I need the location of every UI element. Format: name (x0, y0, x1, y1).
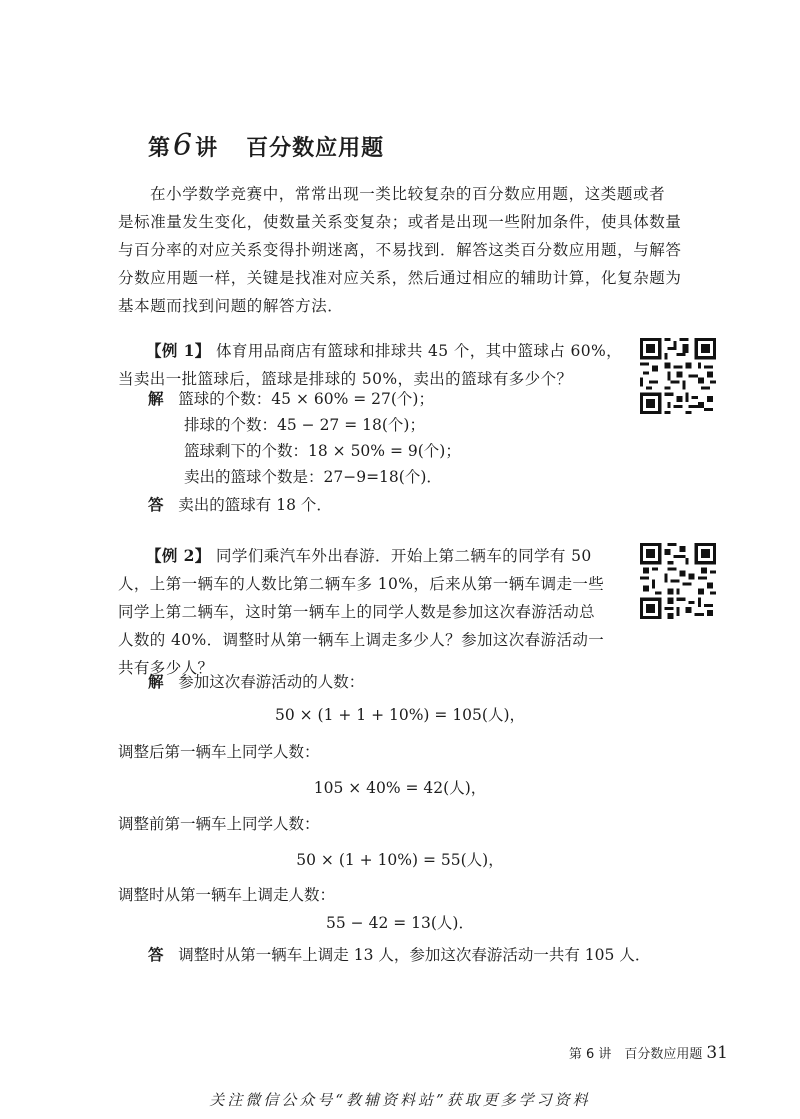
solution-label: 解 (148, 389, 164, 408)
example-1-problem (118, 337, 622, 393)
example-2-label: 【例 2】 (146, 546, 211, 565)
solution-line: 卖出的篮球个数是：27−9=18(个)． (184, 468, 442, 486)
solution-line: 篮球剩下的个数：18 × 50% = 9(个)； (184, 442, 461, 460)
answer-text: 调整时从第一辆车上调走 13 人，参加这次春游活动一共有 105 人． (178, 946, 651, 964)
example-2-problem (118, 542, 604, 682)
example-1-line: 当卖出一批篮球后，篮球是排球的 50%，卖出的篮球有多少个？ (118, 370, 573, 388)
example-2-line: 人，上第一辆车的人数比第二辆车多 10%，后来从第一辆车调走一些 (118, 575, 605, 593)
example-1-answer (148, 491, 332, 519)
intro-line: 基本题而找到问题的解答方法． (118, 297, 344, 315)
chapter-prefix: 第 (148, 135, 172, 161)
example-1-label: 【例 1】 (146, 341, 211, 360)
chapter-number: 6 (173, 128, 194, 163)
solution-label: 解 (148, 672, 164, 691)
solution-step-label: 调整后第一辆车上同学人数： (118, 743, 320, 761)
answer-label: 答 (148, 495, 164, 514)
example-2-answer (148, 943, 650, 965)
footer-chapter-ref: 第 6 讲 百分数应用题 (568, 1047, 703, 1062)
answer-text: 卖出的篮球有 18 个． (178, 496, 332, 514)
answer-label: 答 (148, 945, 164, 964)
page-number: 31 (706, 1043, 728, 1063)
example-1-solution (148, 386, 461, 490)
solution-line: 参加这次春游活动的人数： (178, 673, 365, 691)
page-footer (569, 1043, 728, 1063)
intro-line: 在小学数学竞赛中，常常出现一类比较复杂的百分数应用题，这类题或者 (150, 185, 666, 203)
equation: 50 × (1 + 10%) = 55(人)， (296, 851, 504, 869)
equation: 105 × 40% = 42(人)， (313, 779, 487, 797)
qr-code-icon[interactable] (640, 338, 716, 414)
qr-code-icon[interactable] (640, 543, 716, 619)
solution-step-label: 调整时从第一辆车上调走人数： (118, 886, 336, 904)
chapter-title (148, 128, 384, 163)
example-2-solution-intro (148, 668, 364, 696)
equation: 50 × (1 + 1 + 10%) = 105(人)， (274, 706, 526, 724)
chapter-suffix: 讲 (195, 135, 219, 161)
solution-step-label: 调整前第一辆车上同学人数： (118, 815, 320, 833)
example-2-line: 共有多少人？ (118, 659, 214, 677)
chapter-name: 百分数应用题 (246, 135, 385, 161)
example-2-line: 同学上第二辆车，这时第一辆车上的同学人数是参加这次春游活动总 (118, 603, 596, 621)
intro-line: 与百分率的对应关系变得扑朔迷离，不易找到．解答这类百分数应用题，与解答 (118, 241, 682, 259)
bottom-note: 关注微信公众号“教辅资料站”获取更多学习资料 (209, 1091, 591, 1109)
intro-paragraph (118, 180, 682, 320)
example-1-line: 体育用品商店有篮球和排球共 45 个，其中篮球占 60%， (216, 342, 623, 360)
example-2-line: 同学们乘汽车外出春游．开始上第二辆车的同学有 50 (216, 547, 592, 565)
equation: 55 − 42 = 13(人)． (326, 914, 474, 932)
intro-line: 分数应用题一样，关键是找准对应关系，然后通过相应的辅助计算，化复杂题为 (118, 269, 682, 287)
solution-line: 篮球的个数：45 × 60% = 27(个)； (178, 390, 434, 408)
solution-line: 排球的个数：45 − 27 = 18(个)； (184, 416, 425, 434)
intro-line: 是标准量发生变化，使数量关系变复杂；或者是出现一些附加条件，使具体数量 (118, 213, 682, 231)
example-2-line: 人数的 40%．调整时从第一辆车上调走多少人？参加这次春游活动一 (118, 631, 605, 649)
